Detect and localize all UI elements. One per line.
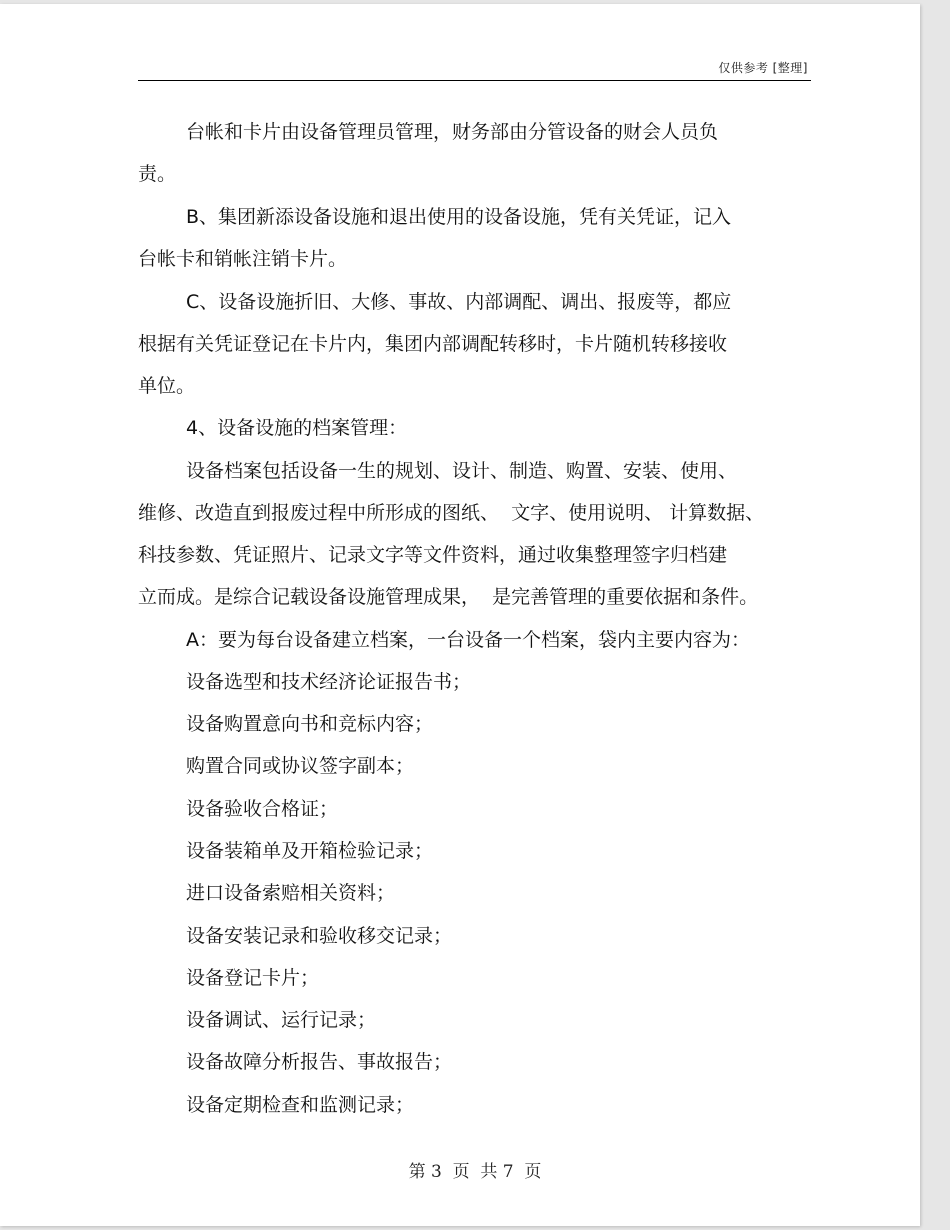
body-line: 台帐卡和销帐注销卡片。 xyxy=(138,248,348,270)
body-line: 设备档案包括设备一生的规划、设计、制造、购置、安装、使用、 xyxy=(186,460,738,482)
body-line: 维修、改造直到报废过程中所形成的图纸、 文字、使用说明、 计算数据、 xyxy=(138,502,765,524)
list-item: 设备调试、运行记录； xyxy=(186,1009,377,1031)
list-item: 设备购置意向书和竞标内容； xyxy=(186,713,434,735)
body-line: 责。 xyxy=(138,163,177,185)
list-item: 设备定期检查和监测记录； xyxy=(186,1094,415,1116)
body-line: 根据有关凭证登记在卡片内，集团内部调配转移时，卡片随机转移接收 xyxy=(138,333,728,355)
body-line: C、设备设施折旧、大修、事故、内部调配、调出、报废等，都应 xyxy=(186,291,732,313)
list-item: 设备安装记录和验收移交记录； xyxy=(186,925,453,947)
body-line: 科技参数、凭证照片、记录文字等文件资料，通过收集整理签字归档建 xyxy=(138,544,728,566)
body-line: 单位。 xyxy=(138,375,196,397)
body-line: 台帐和卡片由设备管理员管理，财务部由分管设备的财会人员负 xyxy=(186,121,719,143)
body-line: 立而成。是综合记载设备设施管理成果， 是完善管理的重要依据和条件。 xyxy=(138,586,759,608)
list-item: 购置合同或协议签字副本； xyxy=(186,755,415,777)
document-page xyxy=(0,4,920,1226)
list-item: 设备验收合格证； xyxy=(186,798,339,820)
page-number-footer: 第 3 页 共 7 页 xyxy=(408,1162,542,1182)
body-line: B、集团新添设备设施和退出使用的设备设施，凭有关凭证，记入 xyxy=(186,206,732,228)
body-line: 4、设备设施的档案管理： xyxy=(186,417,408,439)
list-item: 设备故障分析报告、事故报告； xyxy=(186,1051,453,1073)
header-rule xyxy=(138,80,811,81)
header-note: 仅供参考 [整理] xyxy=(718,61,808,75)
list-item: 进口设备索赔相关资料； xyxy=(186,882,396,904)
list-item: 设备登记卡片； xyxy=(186,967,320,989)
list-item: 设备选型和技术经济论证报告书； xyxy=(186,671,472,693)
body-line: A：要为每台设备建立档案，一台设备一个档案，袋内主要内容为： xyxy=(186,629,750,651)
list-item: 设备装箱单及开箱检验记录； xyxy=(186,840,434,862)
